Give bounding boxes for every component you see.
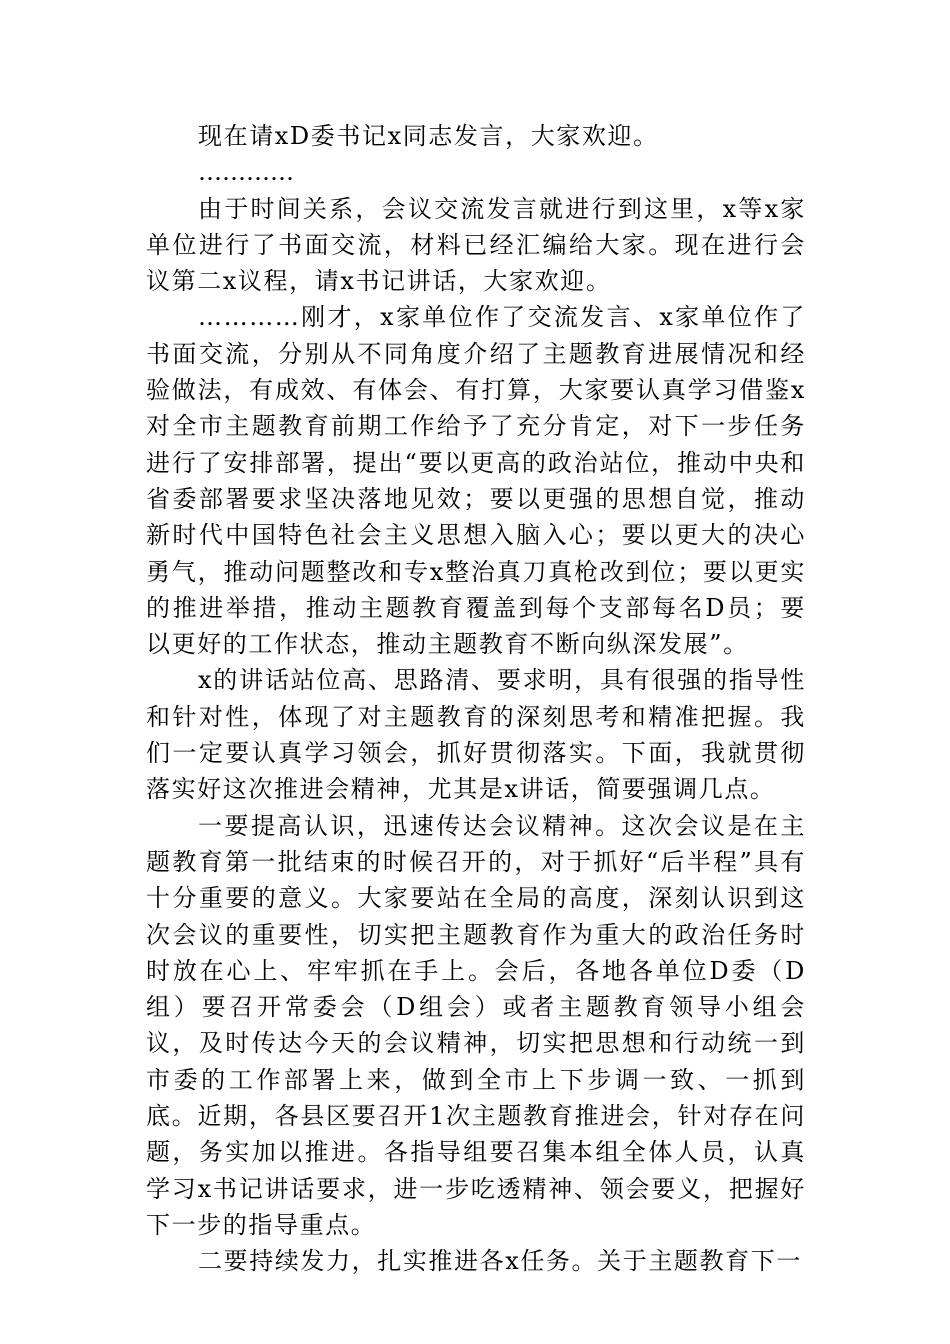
paragraph-transition: 由于时间关系，会议交流发言就进行到这里，x等x家单位进行了书面交流，材料已经汇编给大家。现在进行会议第二x议程，请x书记讲话，大家欢迎。 xyxy=(146,194,806,296)
paragraph-evaluation: x的讲话站位高、思路清、要求明，具有很强的指导性和针对性，体现了对主题教育的深刻思考和精准把握。我们一定要认真学习领会，抓好贯彻落实。下面，我就贯彻落实好这次推进会精神，尤其是x讲话，简要强调几点。 xyxy=(146,666,806,804)
document-body xyxy=(146,118,806,1280)
paragraph-summary: …………刚才，x家单位作了交流发言、x家单位作了书面交流，分别从不同角度介绍了主题教育进展情况和经验做法，有成效、有体会、有打算，大家要认真学习借鉴x对全市主题教育前期工作给予了充分肯定，对下一步任务进行了安排部署，提出“要以更高的政治站位，推动中央和省委部署要求坚决落地见效；要以更强的思想自觉，推动新时代中国特色社会主义思想入脑入心；要以更大的决心勇气，推动问题整改和专x整治真刀真枪改到位；要以更实的推进举措，推动主题教育覆盖到每个支部每名D员；要以更好的工作状态，推动主题教育不断向纵深发展”。 xyxy=(146,303,806,659)
paragraph-point-one: 一要提高认识，迅速传达会议精神。这次会议是在主题教育第一批结束的时候召开的，对于抓好“后半程”具有十分重要的意义。大家要站在全局的高度，深刻认识到这次会议的重要性，切实把主题教育作为重大的政治任务时时放在心上、牢牢抓在手上。会后，各地各单位D委（D组）要召开常委会（D组会）或者主题教育领导小组会议，及时传达今天的会议精神，切实把思想和行动统一到市委的工作部署上来，做到全市上下步调一致、一抓到底。近期，各县区要召开1次主题教育推进会，针对存在问题，务实加以推进。各指导组要召集本组全体人员，认真学习x书记讲话要求，进一步吃透精神、领会要义，把握好下一步的指导重点。 xyxy=(146,811,806,1239)
paragraph-ellipsis: ………… xyxy=(198,158,294,187)
paragraph-speaker-invite: 现在请xD委书记x同志发言，大家欢迎。 xyxy=(198,122,659,150)
paragraph-point-two: 二要持续发力，扎实推进各x任务。关于主题教育下一 xyxy=(198,1247,802,1276)
